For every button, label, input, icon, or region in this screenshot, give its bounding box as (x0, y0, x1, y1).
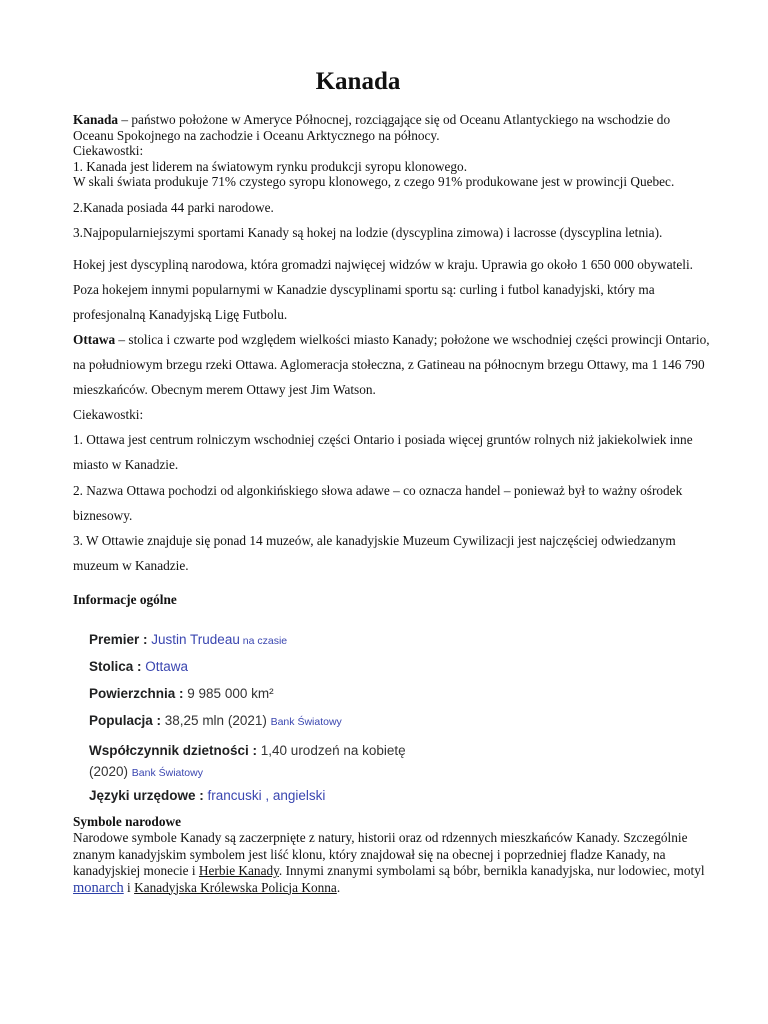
fact-3: 3.Najpopularniejszymi sportami Kanady są hokej na lodzie (dyscyplina zimowa) i lacrosse (dyscyplina letnia). (73, 225, 663, 240)
page-title: Kanada (315, 68, 401, 95)
info-fertility (89, 740, 709, 784)
fact-1: 1. Kanada jest liderem na światowym rynku produkcji syropu klonowego. (73, 158, 468, 174)
herb-kanady-link[interactable]: Herbie Kanady (198, 863, 279, 878)
intro-term: Kanada (73, 112, 119, 127)
ottawa-facts-heading: Ciekawostki: (73, 407, 144, 422)
symbols-paragraph (73, 830, 713, 896)
info-population (89, 713, 709, 728)
population-value: 38,25 mln (2021) (164, 713, 271, 728)
capital-label: Stolica : (89, 659, 146, 674)
monarch-link[interactable]: monarch (73, 879, 124, 896)
languages-links[interactable]: francuski , angielski (207, 788, 326, 803)
population-label: Populacja : (89, 713, 165, 728)
premier-link[interactable]: Justin Trudeau (151, 632, 240, 647)
symbols-text-b: . Innymi znanymi symbolami są bóbr, bernikla kanadyjska, nur lodowiec, motyl (278, 863, 705, 878)
area-value: 9 985 000 km² (187, 686, 274, 701)
info-heading: Informacje ogólne (73, 592, 177, 607)
fact-2: 2.Kanada posiada 44 parki narodowe. (73, 200, 274, 215)
intro-paragraph (73, 112, 713, 190)
ottawa-fact-2: 2. Nazwa Ottawa pochodzi od algonkińskiego słowa adawe – co oznacza handel – ponieważ był to ważny ośrodek biznesowy. (73, 483, 683, 523)
info-area (89, 686, 709, 701)
info-languages (89, 788, 709, 803)
intro-text: – państwo położone w Ameryce Północnej, rozciągające się od Oceanu Atlantyckiego na wschodzie do Oceanu Spokojnego na zachodzie i Oceanu Arktycznego na północy. (73, 112, 671, 143)
fact-1b: W skali świata produkuje 71% czystego syropu klonowego, z czego 91% produkowane jest w prowincji Quebec. (73, 174, 675, 189)
ottawa-term: Ottawa (73, 332, 116, 347)
fertility-source-link[interactable]: Bank Światowy (131, 767, 203, 779)
info-premier (89, 632, 709, 647)
population-source-link[interactable]: Bank Światowy (270, 716, 342, 728)
symbols-heading: Symbole narodowe (73, 814, 181, 829)
area-label: Powierzchnia : (89, 686, 188, 701)
symbols-text-d: . (336, 879, 341, 895)
fertility-label: Współczynnik dzietności : (89, 743, 261, 758)
hockey-paragraph: Hokej jest dyscypliną narodowa, która gromadzi najwięcej widzów w kraju. Uprawia go około 1 650 000 obywateli. Poza hokejem innymi popularnymi w Kanadzie dyscyplinami sportu są: curling i futbol kanadyjski, który ma profesjonalną Kanadyjską Ligę Futbolu. (73, 257, 693, 322)
ottawa-paragraph (73, 327, 713, 402)
ottawa-fact-3: 3. W Ottawie znajduje się ponad 14 muzeów, ale kanadyjskie Muzeum Cywilizacji jest najczęściej odwiedzanym muzeum w Kanadzie. (73, 533, 676, 573)
info-capital (89, 659, 709, 674)
fertility-year: (2020) (89, 764, 132, 779)
symbols-text-a: Narodowe symbole Kanady są zaczerpnięte z natury, historii oraz od rdzennych mieszkańców Kanady. Szczególnie znanym kanadyjskim symbolem jest liść klonu, który znajdował się na obecnej i poprzedniej fladze Kanady, na kanadyjskiej monecie i (73, 830, 688, 878)
fertility-value: 1,40 urodzeń na kobietę (260, 743, 406, 758)
ottawa-text: – stolica i czwarte pod względem wielkości miasto Kanady; położone we wschodniej części prowincji Ontario, na południowym brzegu rzeki Ottawa. Aglomeracja stołeczna, z Gatineau na północnym brzegu Ottawy, ma 1 146 790 mieszkańców. Obecnym merem Ottawy jest Jim Watson. (73, 332, 710, 397)
symbols-text-c: i (123, 879, 135, 895)
rcmp-link[interactable]: Kanadyjska Królewska Policja Konna (134, 879, 337, 895)
ottawa-fact-1: 1. Ottawa jest centrum rolniczym wschodniej części Ontario i posiada więcej gruntów rolnych niż jakiekolwiek inne miasto w Kanadzie. (73, 432, 693, 472)
facts-heading: Ciekawostki: (73, 143, 144, 158)
languages-label: Języki urzędowe : (89, 788, 208, 803)
premier-label: Premier : (89, 632, 152, 647)
capital-link[interactable]: Ottawa (145, 659, 189, 674)
premier-note[interactable]: na czasie (239, 635, 288, 647)
